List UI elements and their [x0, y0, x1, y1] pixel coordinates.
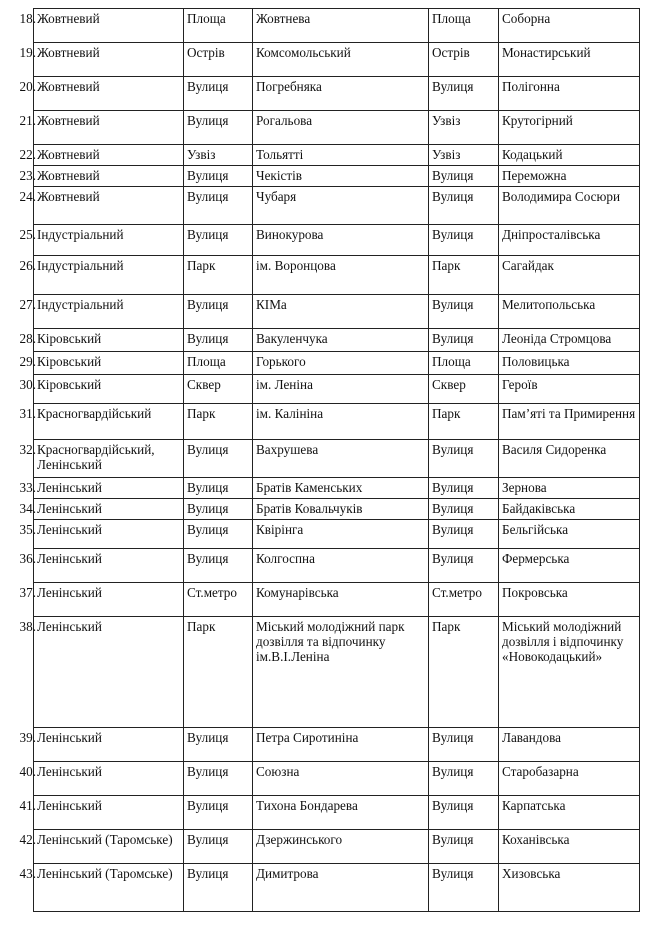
district-cell	[19, 864, 184, 912]
old-type-cell: Вулиця	[184, 440, 253, 478]
row-number: 30.	[19, 377, 36, 392]
district: Індустріальний	[37, 227, 124, 242]
new-name-cell: Героїв	[499, 375, 640, 404]
district: Ленінський	[37, 551, 102, 566]
row-number: 35.	[19, 522, 36, 537]
new-name-cell: Старобазарна	[499, 762, 640, 796]
new-name-cell: Міський молодіжний дозвілля і відпочинку «Новокодацький»	[499, 617, 640, 728]
district-cell	[19, 352, 184, 375]
district: Жовтневий	[37, 147, 100, 162]
old-name-cell: ім. Калініна	[253, 404, 429, 440]
new-type-cell: Парк	[429, 404, 499, 440]
old-type-cell: Вулиця	[184, 796, 253, 830]
old-name-cell: Петра Сиротиніна	[253, 728, 429, 762]
old-name-cell: Чубаря	[253, 187, 429, 225]
old-name-cell: Союзна	[253, 762, 429, 796]
old-type-cell: Вулиця	[184, 864, 253, 912]
old-name-cell: Комунарівська	[253, 583, 429, 617]
new-type-cell: Вулиця	[429, 77, 499, 111]
district: Ленінський	[37, 798, 102, 813]
old-type-cell: Вулиця	[184, 166, 253, 187]
district-cell	[19, 329, 184, 352]
table-row	[34, 583, 640, 617]
new-name-cell: Василя Сидоренка	[499, 440, 640, 478]
old-name-cell: Жовтнева	[253, 9, 429, 43]
old-type-cell: Парк	[184, 256, 253, 295]
row-number: 39.	[19, 730, 36, 745]
row-number: 20.	[19, 79, 36, 94]
district: Індустріальний	[37, 258, 124, 273]
row-number: 40.	[19, 764, 36, 779]
new-type-cell: Ст.метро	[429, 583, 499, 617]
renaming-table	[19, 8, 640, 912]
district: Ленінський	[37, 764, 102, 779]
new-name-cell: Коханівська	[499, 830, 640, 864]
old-name-cell: Погребняка	[253, 77, 429, 111]
table-row	[34, 256, 640, 295]
row-number: 28.	[19, 331, 36, 346]
district-cell	[19, 225, 184, 256]
district-cell	[19, 43, 184, 77]
district: Кіровський	[37, 331, 102, 346]
table-row	[34, 77, 640, 111]
table-row	[34, 499, 640, 520]
row-number: 43.	[19, 866, 36, 881]
old-type-cell: Сквер	[184, 375, 253, 404]
old-type-cell: Парк	[184, 404, 253, 440]
new-name-cell: Хизовська	[499, 864, 640, 912]
new-name-cell: Соборна	[499, 9, 640, 43]
district-cell	[19, 478, 184, 499]
row-number: 37.	[19, 585, 36, 600]
old-type-cell: Вулиця	[184, 77, 253, 111]
table-row	[34, 111, 640, 145]
new-type-cell: Парк	[429, 256, 499, 295]
district-cell	[19, 187, 184, 225]
old-name-cell: Квірінга	[253, 520, 429, 549]
old-name-cell: КІМа	[253, 295, 429, 329]
district: Кіровський	[37, 354, 102, 369]
district: Ленінський (Таромське)	[37, 832, 173, 847]
new-name-cell: Мелитопольська	[499, 295, 640, 329]
old-name-cell: Колгоспна	[253, 549, 429, 583]
table-row	[34, 295, 640, 329]
district: Ленінський	[37, 730, 102, 745]
old-name-cell: Вакуленчука	[253, 329, 429, 352]
old-type-cell: Узвіз	[184, 145, 253, 166]
district-cell	[19, 166, 184, 187]
district-cell	[19, 583, 184, 617]
row-number: 32.	[19, 442, 36, 457]
district: Красногвардійський, Ленінський	[37, 442, 155, 472]
row-number: 34.	[19, 501, 36, 516]
row-number: 38.	[19, 619, 36, 634]
table-row	[34, 520, 640, 549]
row-number: 25.	[19, 227, 36, 242]
old-type-cell: Вулиця	[184, 329, 253, 352]
old-type-cell: Вулиця	[184, 520, 253, 549]
new-type-cell: Вулиця	[429, 728, 499, 762]
new-type-cell: Вулиця	[429, 478, 499, 499]
new-name-cell: Байдаківська	[499, 499, 640, 520]
district-cell	[19, 375, 184, 404]
old-name-cell: ім. Воронцова	[253, 256, 429, 295]
row-number: 27.	[19, 297, 36, 312]
district-cell	[19, 796, 184, 830]
old-name-cell: Братів Ковальчуків	[253, 499, 429, 520]
row-number: 26.	[19, 258, 36, 273]
district-cell	[19, 520, 184, 549]
district-cell	[19, 111, 184, 145]
table-row	[34, 329, 640, 352]
new-type-cell: Вулиця	[429, 762, 499, 796]
table-row	[34, 9, 640, 43]
new-type-cell: Вулиця	[429, 166, 499, 187]
row-number: 21.	[19, 113, 36, 128]
old-name-cell: Рогальова	[253, 111, 429, 145]
table-row	[34, 478, 640, 499]
district-cell	[19, 404, 184, 440]
old-name-cell: Тольятті	[253, 145, 429, 166]
row-number: 41.	[19, 798, 36, 813]
old-name-cell: Горького	[253, 352, 429, 375]
new-type-cell: Сквер	[429, 375, 499, 404]
district: Жовтневий	[37, 189, 100, 204]
table-row	[34, 549, 640, 583]
new-name-cell: Бельгійська	[499, 520, 640, 549]
new-type-cell: Вулиця	[429, 830, 499, 864]
new-name-cell: Леоніда Стромцова	[499, 329, 640, 352]
new-name-cell: Пам’яті та Примирення	[499, 404, 640, 440]
table-row	[34, 728, 640, 762]
new-type-cell: Вулиця	[429, 225, 499, 256]
district: Жовтневий	[37, 113, 100, 128]
district: Індустріальний	[37, 297, 124, 312]
new-name-cell: Карпатська	[499, 796, 640, 830]
old-type-cell: Острів	[184, 43, 253, 77]
new-type-cell: Вулиця	[429, 329, 499, 352]
district-cell	[19, 499, 184, 520]
table-row	[34, 187, 640, 225]
district: Ленінський	[37, 619, 102, 634]
district-cell	[19, 77, 184, 111]
new-type-cell: Узвіз	[429, 145, 499, 166]
table-row	[34, 864, 640, 912]
table-row	[34, 404, 640, 440]
district: Кіровський	[37, 377, 102, 392]
district-cell	[19, 440, 184, 478]
new-type-cell: Площа	[429, 352, 499, 375]
row-number: 24.	[19, 189, 36, 204]
new-name-cell: Полігонна	[499, 77, 640, 111]
table-row	[34, 166, 640, 187]
district-cell	[19, 617, 184, 728]
new-name-cell: Володимира Сосюри	[499, 187, 640, 225]
new-type-cell: Парк	[429, 617, 499, 728]
old-type-cell: Ст.метро	[184, 583, 253, 617]
table-row	[34, 375, 640, 404]
old-name-cell: Братів Каменських	[253, 478, 429, 499]
new-name-cell: Монастирський	[499, 43, 640, 77]
district: Жовтневий	[37, 168, 100, 183]
district: Ленінський	[37, 585, 102, 600]
new-type-cell: Площа	[429, 9, 499, 43]
table-body	[19, 9, 640, 912]
new-name-cell: Крутогірний	[499, 111, 640, 145]
new-type-cell: Вулиця	[429, 187, 499, 225]
old-type-cell: Вулиця	[184, 830, 253, 864]
old-type-cell: Вулиця	[184, 111, 253, 145]
old-name-cell: ім. Леніна	[253, 375, 429, 404]
table-row	[34, 830, 640, 864]
old-type-cell: Вулиця	[184, 499, 253, 520]
district-cell	[19, 256, 184, 295]
old-type-cell: Вулиця	[184, 295, 253, 329]
row-number: 18.	[19, 11, 36, 26]
old-name-cell: Тихона Бондарева	[253, 796, 429, 830]
table-row	[34, 440, 640, 478]
table-row	[34, 43, 640, 77]
old-type-cell: Площа	[184, 9, 253, 43]
new-name-cell: Переможна	[499, 166, 640, 187]
new-type-cell: Вулиця	[429, 295, 499, 329]
district-cell	[19, 728, 184, 762]
old-type-cell: Вулиця	[184, 728, 253, 762]
new-type-cell: Вулиця	[429, 520, 499, 549]
district-cell	[19, 549, 184, 583]
district: Жовтневий	[37, 45, 100, 60]
row-number: 22.	[19, 147, 36, 162]
old-type-cell: Вулиця	[184, 549, 253, 583]
old-name-cell: Міський молодіжний парк дозвілля та відпочинку ім.В.І.Леніна	[253, 617, 429, 728]
district: Ленінський (Таромське)	[37, 866, 173, 881]
district: Ленінський	[37, 501, 102, 516]
new-name-cell: Фермерська	[499, 549, 640, 583]
new-type-cell: Вулиця	[429, 796, 499, 830]
district-cell	[19, 830, 184, 864]
old-name-cell: Чекістів	[253, 166, 429, 187]
district-cell	[19, 762, 184, 796]
row-number: 33.	[19, 480, 36, 495]
district: Ленінський	[37, 480, 102, 495]
table-row	[34, 352, 640, 375]
new-type-cell: Вулиця	[429, 499, 499, 520]
row-number: 19.	[19, 45, 36, 60]
old-name-cell: Вахрушева	[253, 440, 429, 478]
district: Ленінський	[37, 522, 102, 537]
table-row	[34, 617, 640, 728]
old-name-cell: Димитрова	[253, 864, 429, 912]
new-type-cell: Вулиця	[429, 549, 499, 583]
old-name-cell: Дзержинського	[253, 830, 429, 864]
row-number: 42.	[19, 832, 36, 847]
old-type-cell: Вулиця	[184, 478, 253, 499]
old-name-cell: Комсомольський	[253, 43, 429, 77]
district: Жовтневий	[37, 79, 100, 94]
row-number: 29.	[19, 354, 36, 369]
row-number: 31.	[19, 406, 36, 421]
new-type-cell: Вулиця	[429, 864, 499, 912]
row-number: 23.	[19, 168, 36, 183]
old-type-cell: Площа	[184, 352, 253, 375]
new-name-cell: Покровська	[499, 583, 640, 617]
new-type-cell: Острів	[429, 43, 499, 77]
table-row	[34, 225, 640, 256]
new-type-cell: Узвіз	[429, 111, 499, 145]
old-type-cell: Вулиця	[184, 762, 253, 796]
new-type-cell: Вулиця	[429, 440, 499, 478]
old-name-cell: Винокурова	[253, 225, 429, 256]
district-cell	[19, 9, 184, 43]
new-name-cell: Кодацький	[499, 145, 640, 166]
row-number: 36.	[19, 551, 36, 566]
old-type-cell: Парк	[184, 617, 253, 728]
old-type-cell: Вулиця	[184, 187, 253, 225]
table-row	[34, 145, 640, 166]
new-name-cell: Половицька	[499, 352, 640, 375]
new-name-cell: Зернова	[499, 478, 640, 499]
new-name-cell: Дніпросталівська	[499, 225, 640, 256]
district: Жовтневий	[37, 11, 100, 26]
district-cell	[19, 145, 184, 166]
district: Красногвардійський	[37, 406, 152, 421]
new-name-cell: Лавандова	[499, 728, 640, 762]
table-row	[34, 762, 640, 796]
new-name-cell: Сагайдак	[499, 256, 640, 295]
old-type-cell: Вулиця	[184, 225, 253, 256]
district-cell	[19, 295, 184, 329]
table-row	[34, 796, 640, 830]
